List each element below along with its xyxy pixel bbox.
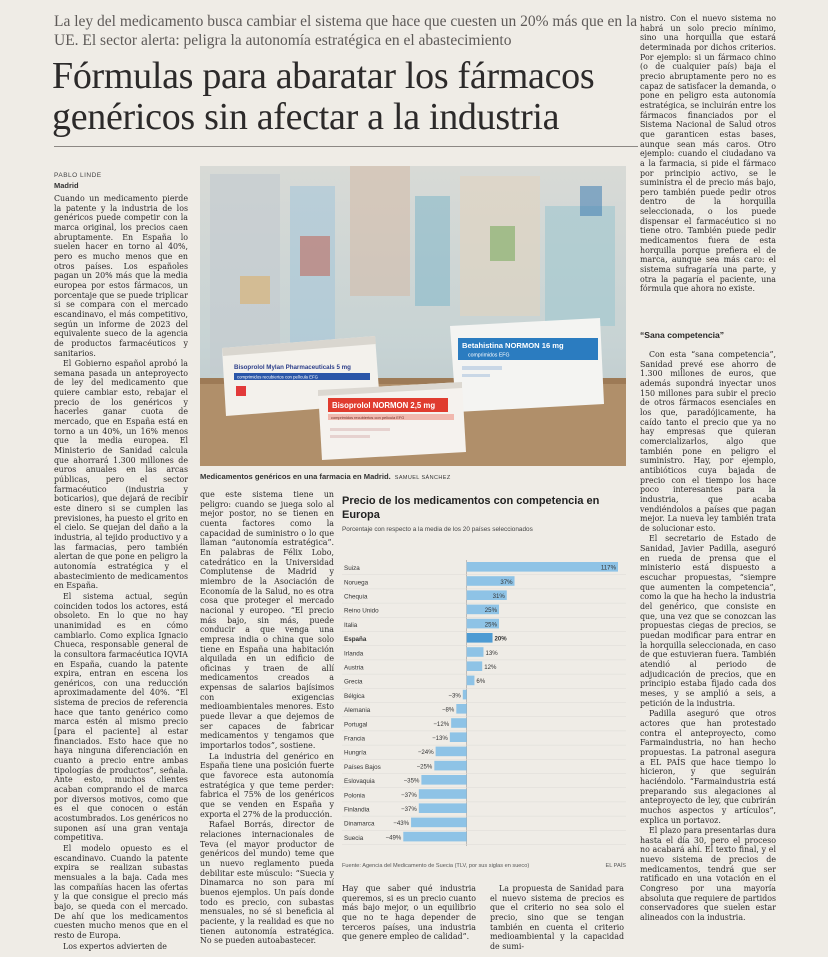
chart-subtitle: Porcentaje con respecto a la media de los 20 países seleccionados bbox=[342, 526, 533, 533]
chart-category-label: Francia bbox=[344, 735, 365, 743]
photo-credit: SAMUEL SÁNCHEZ bbox=[394, 475, 451, 481]
paragraph: El modelo opuesto es el escandinavo. Cuando la patente expira se realizan subastas mensuales a la baja. Cada mes las compañías hacen las ofertas y la que consigue el precio más bajo, se queda con el mercado. De ahí que los medicamentos cuesten mucho menos que en el resto de Europa. bbox=[54, 843, 188, 940]
chart-value-label: −37% bbox=[401, 791, 417, 799]
chart-bar bbox=[467, 562, 618, 572]
paragraph: nistro. Con el nuevo sistema no habrá un solo precio mínimo, sino una horquilla que estará determinada por dichos criterios. Por ejemplo: si un fármaco chino (o de cualquier país) baja el precio abruptamente pero no es capaz de satisfacer la demanda, o pone en peligro esta autonomía estratégica, se incluirán entre los fármacos financiados por el Sistema Nacional de Salud otros que garanticen estas bases, aunque sean más caros. Otro ejemplo: cuando el ciudadano va a la farmacia, si pide el fármaco por principio activo, se le suministra el de precio más bajo, pero también puede pedir otros dentro de la horquilla seleccionada, o los puede dispensar el farmacéutico si no tiene otro. También puede pedir medicamentos fuera de esta horquilla porque prefiera el de marca, aunque sea más caro: el sistema sufragaría una parte, y otra la pagaría el paciente, una fórmula que ahora no existe. bbox=[640, 14, 776, 294]
box-mylan-sublabel: comprimidos recubiertos con película EFG bbox=[237, 374, 318, 380]
paragraph: Los expertos advierten de bbox=[63, 941, 167, 951]
article-column-2 bbox=[200, 490, 334, 954]
section-subhead: “Sana competencia” bbox=[640, 330, 725, 340]
chart-bar bbox=[456, 704, 466, 714]
paragraph: La industria del genérico en España tiene una posición fuerte que favorece esta autonomía estratégica y que teme perder: fabrica el 75% de los genéricos que se venden en España y exporta el 27% de la producción. bbox=[200, 751, 334, 819]
paragraph: La propuesta de Sanidad para el nuevo sistema de precios es que el criterio no sea solo el precio, sino que se tengan también en cuenta el criterio medioambiental y la capacidad de sumi- bbox=[490, 884, 624, 951]
chart-category-label: Suiza bbox=[344, 565, 360, 573]
chart-value-label: −49% bbox=[385, 834, 402, 842]
chart-value-label: −8% bbox=[441, 706, 455, 714]
chart-value-label: −43% bbox=[393, 820, 410, 828]
chart-bar bbox=[434, 761, 466, 771]
chart-category-label: Países Bajos bbox=[344, 763, 381, 771]
chart-value-label: 25% bbox=[484, 621, 498, 629]
chart-category-label: Bélgica bbox=[344, 692, 365, 700]
article-column-5-bottom bbox=[640, 350, 776, 954]
paragraph: Padilla aseguró que otros actores que han protestado contra el anteproyecto, como Farmaindustria, no han hecho propuestas. La patronal asegura a EL PAÍS que hace tiempo lo hicieron, y que seguirán haciéndolo. “Farmaindustria está preparando sus alegaciones al anteproyecto de ley, que cubrirán muchos aspectos y artículos”, explica un portavoz. bbox=[640, 709, 776, 825]
paragraph: El Gobierno español aprobó la semana pasada un anteproyecto de ley del medicamento que quiere cambiar esto, rebajar el precio de los genéricos y hacerles ganar cuota de mercado, que en España está en torno a un 40%, un 16% menos que la media europea. El Ministerio de Sanidad calcula que ahorrará 1.300 millones de euros anuales en las arcas públicas, pero el sector farmacéutico (industria y boticarios), que dejará de recibir este dinero si se cumplen las previsiones, ha puesto el grito en el cielo. Se quejan del daño a la industria, al tejido productivo y a las farmacias, pero también alertan de que pone en peligro la autonomía estratégica y el abastecimiento de medicamentos en España. bbox=[54, 359, 188, 591]
chart-bar bbox=[436, 747, 467, 757]
box-bisoprolol-normon-sublabel: comprimidos recubiertos con película EFG bbox=[331, 414, 405, 420]
photo-caption bbox=[200, 472, 630, 481]
article-column-5-top bbox=[640, 14, 776, 324]
chart-value-label: 25% bbox=[484, 607, 498, 615]
chart-category-label: Grecia bbox=[344, 678, 363, 686]
paragraph: Con esta “sana competencia”, Sanidad prevé ese ahorro de 1.300 millones de euros, que además supondrá inyectar unos 150 millones para subir el precio de otros fármacos esenciales en los que, paradójicamente, ha caído tanto el precio que ya no hay empresas que quieran comercializarlos, algo que también pone en peligro el suministro. Hay, por ejemplo, antibióticos cuya bajada de precio con el tiempo los hace poco interesantes para la industria, que acaba vendiéndolos a países que pagan mejor. La nueva ley también trata de solucionar esto. bbox=[640, 350, 776, 533]
pharmacy-photo-illustration bbox=[200, 166, 626, 466]
chart-bar bbox=[419, 803, 467, 813]
chart-value-label: 37% bbox=[500, 578, 513, 586]
dateline-city: Madrid bbox=[54, 181, 79, 190]
box-bisoprolol-normon bbox=[318, 382, 466, 460]
chart-value-label: 12% bbox=[484, 664, 497, 671]
chart-value-label: 6% bbox=[476, 678, 486, 686]
box-mylan-label: Bisoprolol Mylan Pharmaceuticals 5 mg bbox=[234, 364, 351, 371]
paragraph: que este sistema tiene un peligro: cuando se juega solo al mejor postor, no se tienen en cuenta factores como la capacidad de suministro o lo que llaman “autonomía estratégica”. En palabras de Félix Lobo, catedrático en la Universidad Complutense de Madrid y miembro de la Asociación de Economía de la Salud, no es otra cosa que proteger el mercado nacional y europeo. “El precio más bajo, sin más, puede conducir a que venga una empresa india o china que solo tiene en España una habitación alquilada en un edificio de oficinas y traen de allí medicamentos creados a expensas de salarios bajísimos con exigencias medioambientales menores. Esto puede llevar a que dejemos de ser capaces de fabricar medicamentos y tengamos que importarlos todos”, sostiene. bbox=[200, 490, 334, 751]
chart-category-label: Italia bbox=[344, 621, 358, 629]
chart-bar bbox=[419, 789, 467, 799]
chart-category-label: Noruega bbox=[344, 579, 369, 587]
chart-bar bbox=[421, 775, 466, 785]
chart-category-label: Reino Unido bbox=[344, 607, 379, 615]
chart-value-label: −35% bbox=[403, 777, 420, 785]
byline: PABLO LINDE bbox=[54, 172, 102, 179]
chart-category-label: Austria bbox=[344, 664, 364, 672]
box-betahistina-sublabel: comprimidos EFG bbox=[468, 352, 510, 359]
chart-category-label: Irlanda bbox=[344, 650, 364, 658]
box-bisoprolol-normon-label: Bisoprolol NORMON 2,5 mg bbox=[332, 401, 436, 410]
paragraph: Rafael Borrás, director de relaciones internacionales de Teva (el mayor productor de genéricos del mundo) teme que un nuevo reglamento pueda debilitar este músculo: “Suecia y Dinamarca no son para mí buenos ejemplos. Un país donde todo es precio, con subastas mensuales, no sé si beneficia al paciente, y la realidad es que no tienen autonomía estratégica. No se pueden autoabastecer. bbox=[200, 820, 334, 946]
caption-text: Medicamentos genéricos en una farmacia en Madrid. bbox=[200, 472, 391, 481]
paragraph: El sistema actual, según coinciden todos los actores, está obsoleto. En lo que no hay unanimidad es en cómo cambiarlo. Como explica Ignacio Chueca, responsable general de la consultora farmacéutica IQVIA en España, cuando la patente expira, entran en escena los genéricos, con una reducción aproximadamente del 40%. “El sistema de precios de referencia hace que tanto genérico como marca estén al mismo precio [para el paciente] al estar financiados. Esto hace que no haya ninguna diferenciación en cuanto a precio entre ambas tipologías de productos”, señala. Ante esto, muchos clientes acaban comprando el de marca por diversos motivos, como que es el que conocen o están acostumbrados. Los genéricos no suponen así una gran ventaja competitiva. bbox=[54, 591, 188, 843]
chart-category-label: Dinamarca bbox=[344, 820, 375, 828]
chart-category-label: España bbox=[344, 636, 367, 644]
chart-plot bbox=[342, 560, 630, 860]
chart-bar bbox=[451, 718, 467, 728]
chart-category-label: Suecia bbox=[344, 834, 364, 842]
paragraph: El secretario de Estado de Sanidad, Javier Padilla, aseguró en rueda de prensa que el ministerio está dispuesto a escuchar propuestas, “siempre que aumenten la competencia”, como la que ha hecho la industria del genérico, que consiste en que, una vez que se conozcan las propuestas ciegas de precios, se puedan modificar para entrar en la horquilla seleccionada, en caso de que estuvieran fuera. También atendió al periodo de adjudicación de precios, que en principio estaba fijado cada dos meses, y se amplió a seis, a petición de la industria. bbox=[640, 534, 776, 708]
chart-value-label: −3% bbox=[448, 692, 461, 700]
chart-category-label: Eslovaquia bbox=[344, 778, 375, 786]
paragraph: Hay que saber qué industria queremos, si es un precio cuanto más bajo mejor, o un equilibrio que no te haga depender de terceros países, una industria que genere empleo de calidad”. bbox=[342, 884, 476, 942]
chart-bar bbox=[467, 647, 484, 657]
chart-value-label: 20% bbox=[494, 635, 507, 643]
chart-value-label: −25% bbox=[416, 763, 433, 771]
chart-value-label: 31% bbox=[492, 593, 505, 600]
chart-bar bbox=[467, 633, 493, 643]
article-subtitle: La ley del medicamento busca cambiar el sistema que hace que cuesten un 20% más que en la UE. El sector alerta: peligra la autonomía estratégica en el abastecimiento bbox=[54, 13, 638, 49]
price-chart bbox=[342, 494, 630, 874]
chart-category-label: Alemania bbox=[344, 707, 371, 715]
chart-title: Precio de los medicamentos con competencia en Europa bbox=[342, 495, 600, 521]
chart-category-label: Finlandia bbox=[344, 806, 370, 814]
chart-bar bbox=[450, 732, 467, 742]
chart-bar bbox=[411, 818, 467, 828]
chart-category-label: Hungría bbox=[344, 749, 367, 757]
article-column-4 bbox=[490, 884, 624, 954]
chart-bar bbox=[403, 832, 466, 842]
chart-value-label: 13% bbox=[485, 649, 498, 657]
chart-source: Fuente: Agencia del Medicamento de Suecia (TLV, por sus siglas en sueco) bbox=[342, 863, 530, 869]
chart-bar bbox=[467, 676, 475, 686]
article-column-3 bbox=[342, 884, 476, 954]
chart-value-label: −37% bbox=[401, 806, 417, 813]
chart-value-label: −13% bbox=[432, 735, 448, 742]
headline-divider bbox=[54, 146, 638, 147]
chart-value-label: 117% bbox=[600, 564, 616, 572]
article-headline: Fórmulas para abaratar los fármacos genéricos sin afectar a la industria bbox=[52, 55, 595, 138]
chart-category-label: Chequia bbox=[344, 593, 368, 601]
pharmacy-photo bbox=[200, 166, 626, 466]
chart-category-label: Portugal bbox=[344, 721, 368, 729]
box-betahistina-label: Betahistina NORMON 16 mg bbox=[462, 341, 564, 350]
chart-bar bbox=[463, 690, 467, 700]
article-column-1 bbox=[54, 194, 188, 954]
chart-brand: EL PAÍS bbox=[605, 863, 626, 869]
box-betahistina-normon bbox=[450, 318, 604, 412]
chart-category-label: Polonia bbox=[344, 792, 366, 800]
chart-value-label: −24% bbox=[417, 749, 434, 757]
paragraph: El plazo para presentarlas dura hasta el día 30, pero el proceso no acabará ahí. El texto final, y el nuevo sistema de precios de medicamentos, tendrá que ser ratificado en una votación en el Congreso por una mayoría absoluta que requiere de partidos conservadores que suelen estar alineados con la industria. bbox=[640, 826, 776, 923]
chart-bar bbox=[467, 661, 483, 671]
paragraph: Cuando un medicamento pierde la patente y la industria de los genéricos puede competir con la marca original, los precios caen abruptamente. En España lo suelen hacer en torno al 40%, pero es mucho menos que en otros países. Los españoles pagan un 20% más que la media europea por estos fármacos, un porcentaje que se puede triplicar si se compara con el mercado escandinavo, el más competitivo, según un informe de 2023 del equivalente sueco de la agencia de productos farmacéuticos y sanitarios. bbox=[54, 194, 188, 358]
chart-value-label: −12% bbox=[433, 720, 450, 728]
